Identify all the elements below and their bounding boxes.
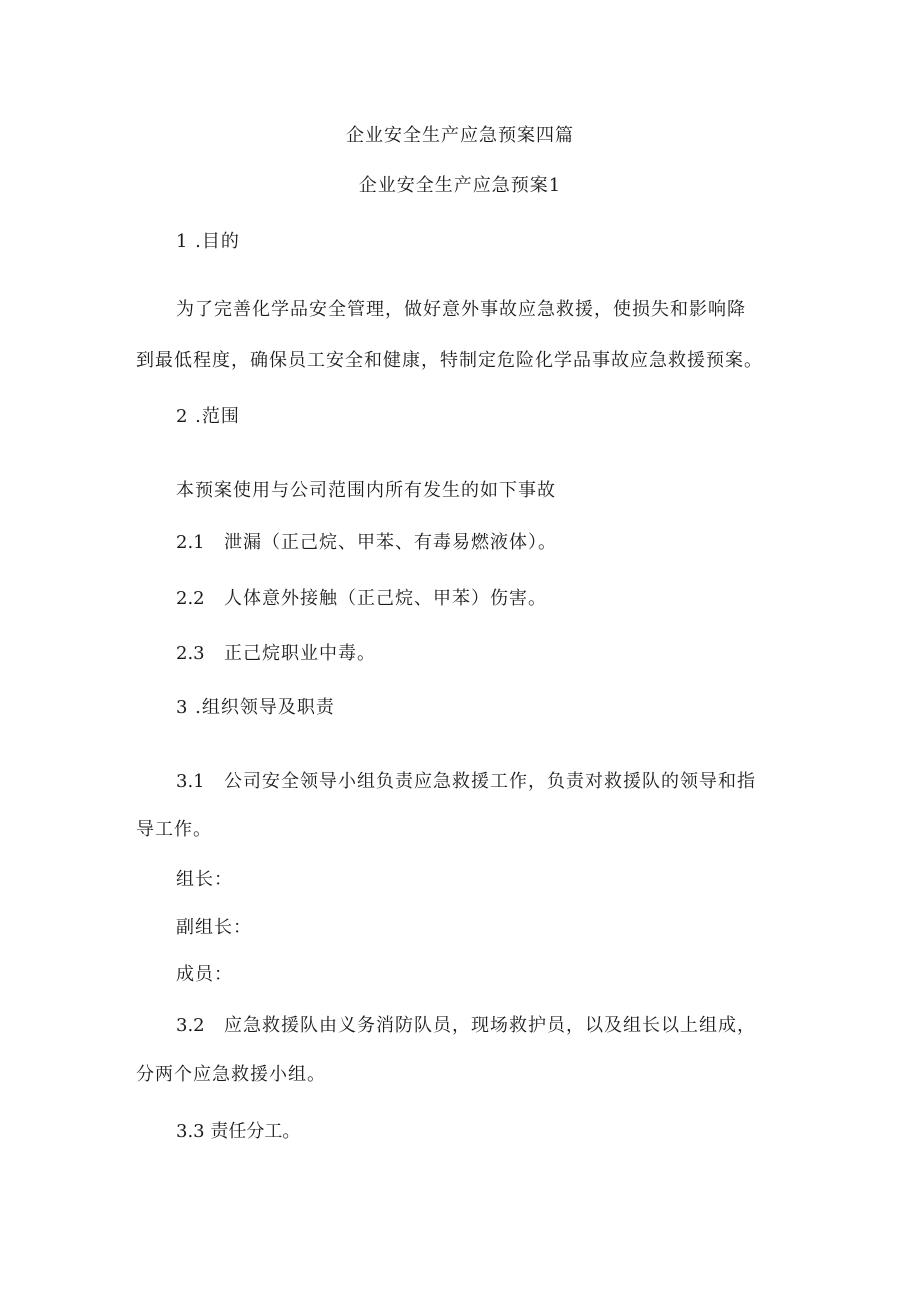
scope-item-number: 2.3 bbox=[176, 643, 205, 664]
scope-item-text: 正己烷职业中毒。 bbox=[224, 643, 376, 664]
section-heading-organization: 3 .组织领导及职责 bbox=[176, 697, 335, 718]
scope-item bbox=[176, 642, 376, 666]
role-members: 成员： bbox=[176, 964, 233, 985]
purpose-paragraph-line-2: 到最低程度，确保员工安全和健康，特制定危险化学品事故应急救援预案。 bbox=[136, 350, 763, 371]
role-leader: 组长： bbox=[176, 869, 233, 890]
scope-item-number: 2.1 bbox=[176, 532, 205, 553]
scope-item bbox=[176, 531, 557, 555]
clause-number: 3.2 bbox=[176, 1015, 205, 1036]
scope-item-number: 2.2 bbox=[176, 588, 205, 609]
scope-item-text: 泄漏（正己烷、甲苯、有毒易燃液体）。 bbox=[224, 532, 557, 553]
section-heading-purpose: 1 .目的 bbox=[176, 231, 240, 252]
scope-intro: 本预案使用与公司范围内所有发生的如下事故 bbox=[176, 480, 556, 501]
clause-number: 3.1 bbox=[176, 771, 205, 792]
section-heading-scope: 2 .范围 bbox=[176, 406, 240, 427]
clause-3-3: 3.3 责任分工。 bbox=[176, 1121, 301, 1142]
clause-3-1-line-2: 导工作。 bbox=[136, 819, 212, 840]
clause-3-2-line-1 bbox=[176, 1014, 756, 1038]
clause-3-2-line-2: 分两个应急救援小组。 bbox=[136, 1064, 326, 1085]
document-subtitle: 企业安全生产应急预案1 bbox=[358, 175, 562, 196]
scope-item bbox=[176, 587, 547, 611]
clause-text: 公司安全领导小组负责应急救援工作，负责对救援队的领导和指 bbox=[224, 771, 756, 792]
scope-item-text: 人体意外接触（正己烷、甲苯）伤害。 bbox=[224, 588, 547, 609]
purpose-paragraph-line-1: 为了完善化学品安全管理，做好意外事故应急救援，使损失和影响降 bbox=[176, 299, 746, 320]
clause-text: 应急救援队由义务消防队员，现场救护员，以及组长以上组成， bbox=[224, 1015, 756, 1036]
role-deputy-leader: 副组长： bbox=[176, 917, 252, 938]
document-title: 企业安全生产应急预案四篇 bbox=[346, 125, 574, 146]
clause-3-1-line-1 bbox=[176, 770, 756, 794]
